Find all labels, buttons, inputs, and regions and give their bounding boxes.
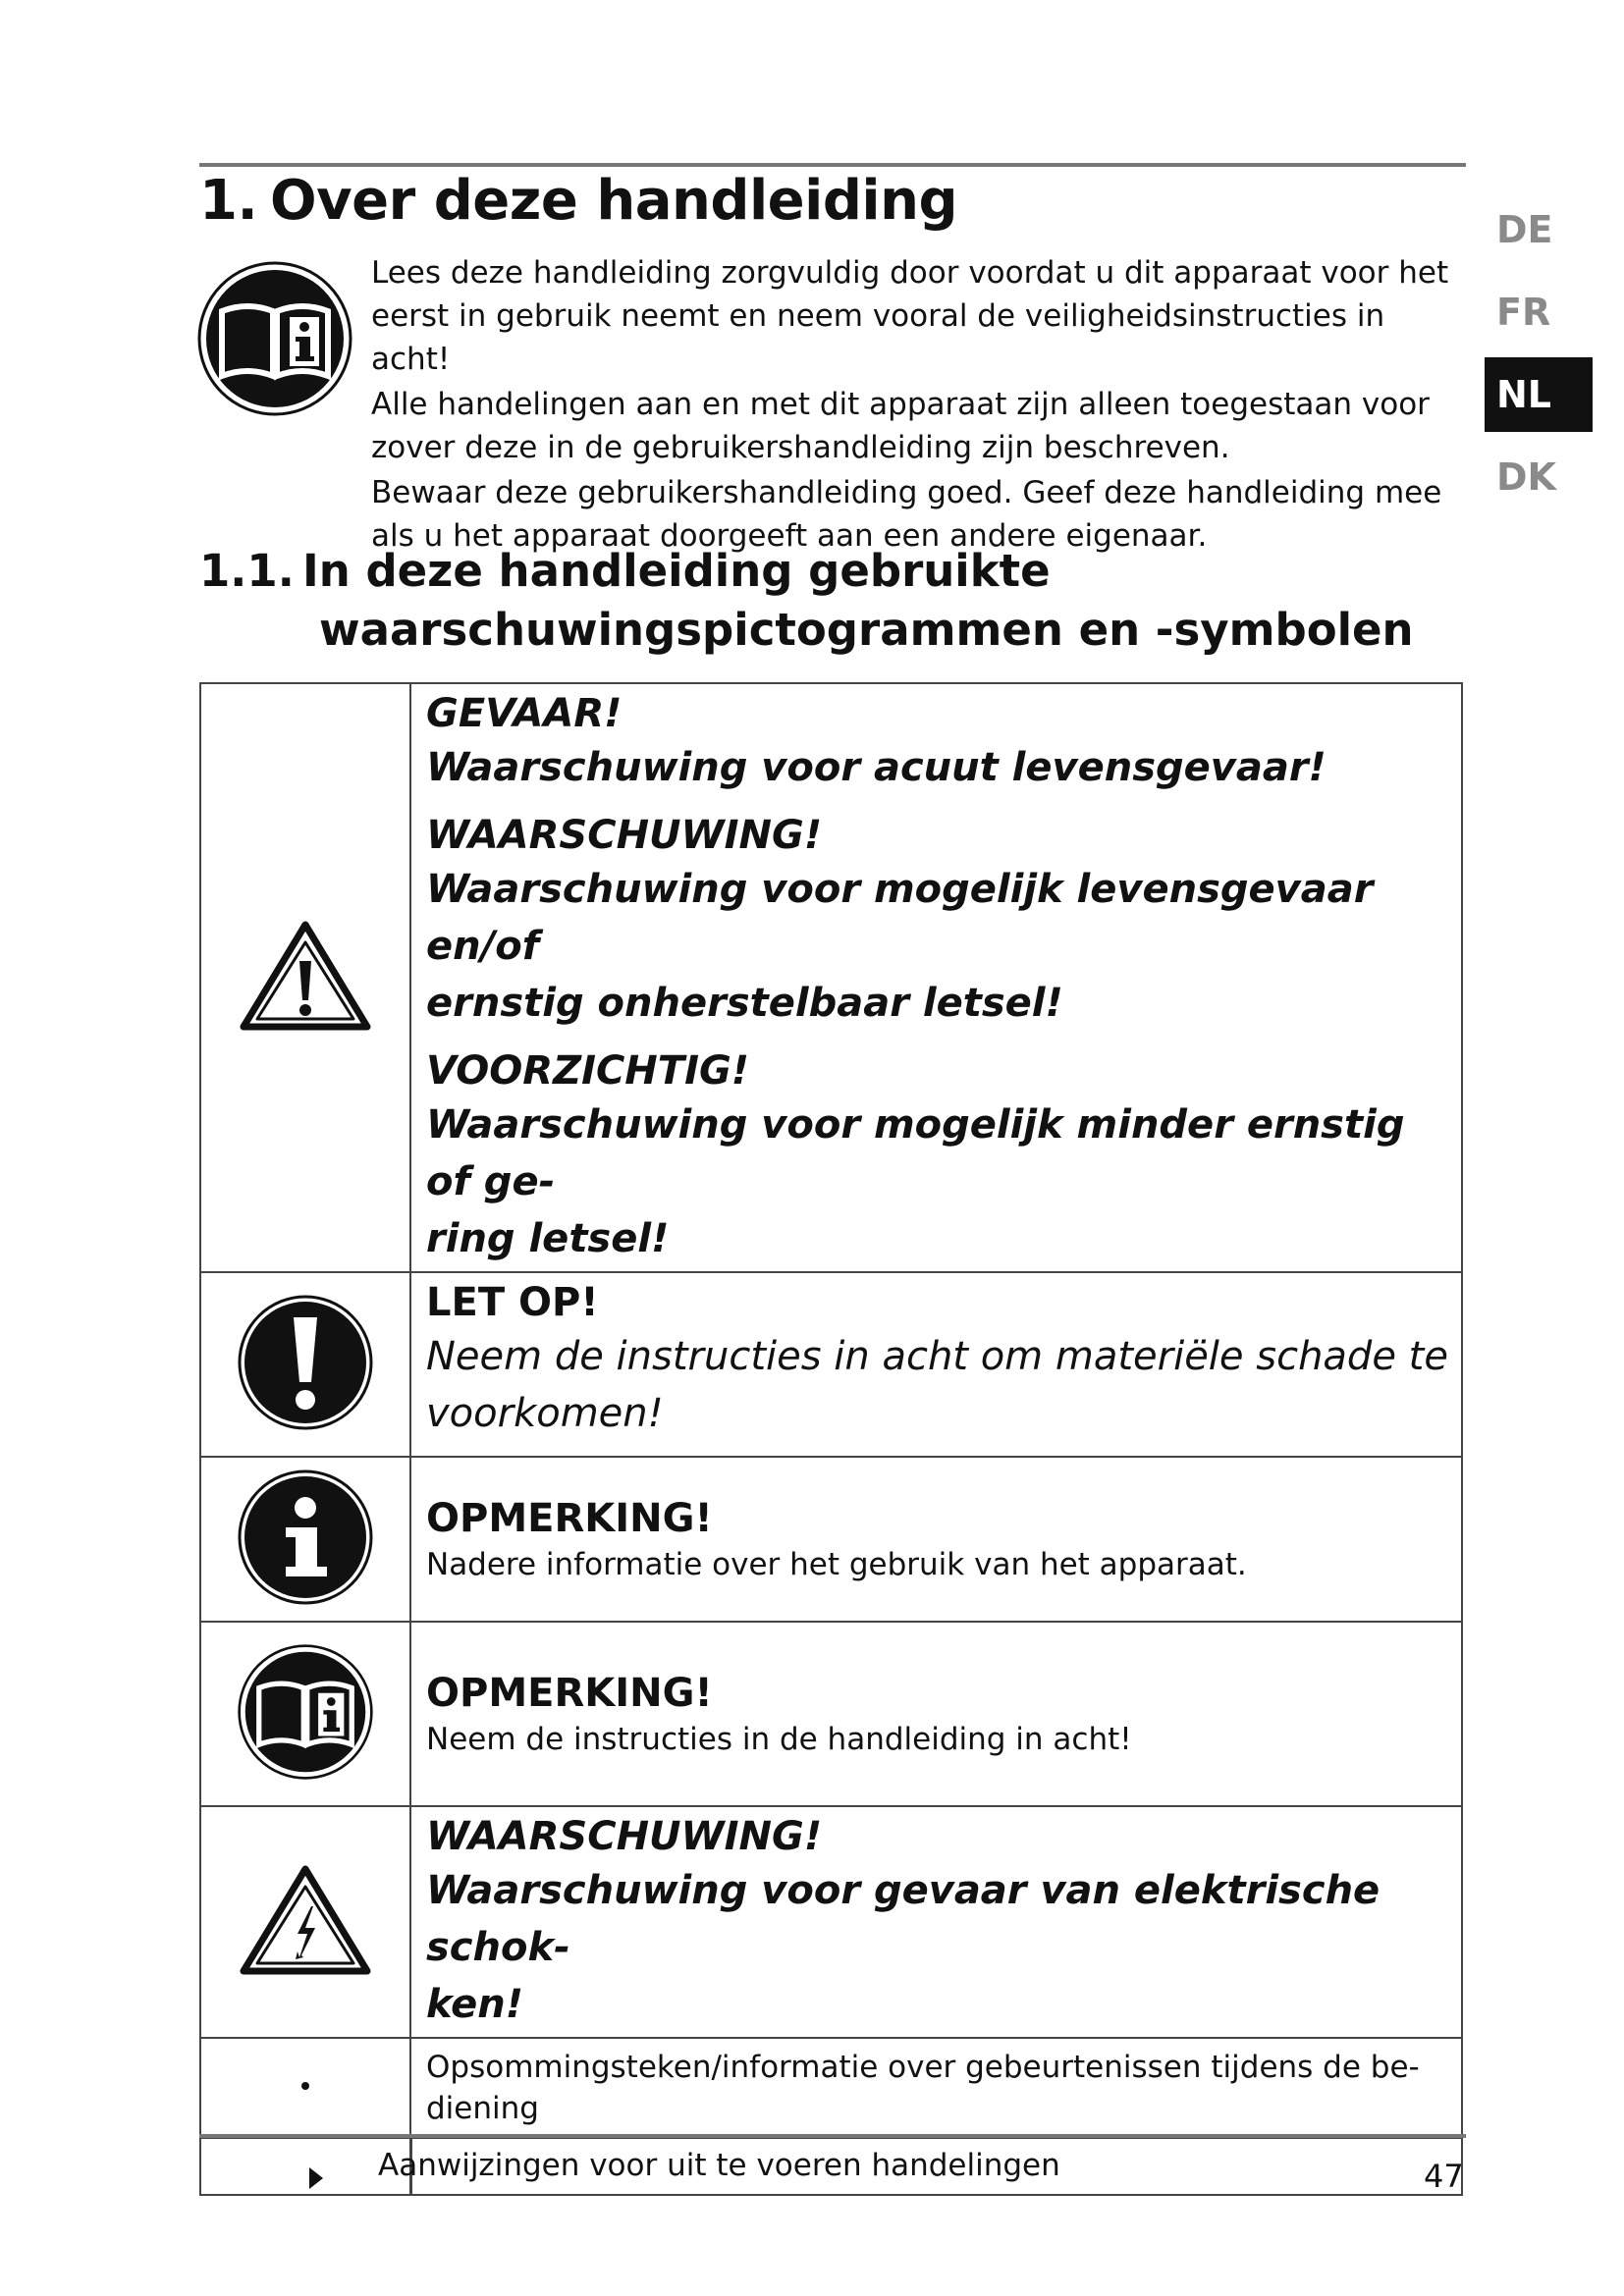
section-number: 1.	[199, 169, 258, 233]
notice-text: Neem de instructies in acht om materiële schade te	[426, 1334, 1448, 1379]
notice-text: voorkomen!	[426, 1391, 664, 1436]
caution-text: Waarschuwing voor mogelijk minder ernstig of ge-	[426, 1102, 1405, 1204]
remark-text: Nadere informatie over het gebruik van het apparaat.	[426, 1547, 1247, 1582]
table-row	[200, 1457, 1462, 1622]
table-row	[200, 1272, 1462, 1457]
triangle-arrow-icon	[307, 2154, 325, 2207]
language-tab-nl[interactable]: NL	[1485, 357, 1593, 432]
text-cell	[410, 1272, 1462, 1457]
info-circle-icon	[237, 1591, 374, 1610]
intro-paragraph: Lees deze handleiding zorgvuldig door voordat u dit apparaat voor het eerst in gebruik neemt en neem vooral de veiligheidsinstructies in acht!	[371, 255, 1449, 377]
notice-title: LET OP!	[426, 1280, 599, 1325]
text-cell	[410, 1457, 1462, 1622]
danger-title: GEVAAR!	[426, 691, 623, 736]
bullet-text: Opsommingsteken/informatie over gebeurtenissen tijdens de be-	[426, 2050, 1420, 2085]
shock-warning-text: ken!	[426, 1982, 524, 2027]
bullet-icon	[296, 2081, 315, 2100]
manual-info-icon	[196, 260, 353, 417]
section-title: Over deze handleiding	[270, 169, 958, 233]
text-cell	[410, 1622, 1462, 1806]
top-rule	[199, 163, 1466, 167]
icon-cell	[200, 1272, 410, 1457]
bottom-rule	[199, 2134, 1466, 2138]
subsection-number: 1.1.	[199, 545, 295, 597]
text-cell	[410, 683, 1462, 1272]
table-row	[200, 1806, 1462, 2038]
text-cell	[410, 2038, 1462, 2138]
shock-warning-text: Waarschuwing voor gevaar van elektrische schok-	[426, 1868, 1380, 1970]
remark-title: OPMERKING!	[426, 1671, 713, 1716]
remark-title: OPMERKING!	[426, 1496, 713, 1541]
intro-text	[371, 251, 1466, 560]
table-row	[200, 1622, 1462, 1806]
manual-info-icon	[237, 1766, 374, 1785]
warning-text: ernstig onherstelbaar letsel!	[426, 981, 1063, 1026]
exclamation-circle-icon	[237, 1416, 374, 1435]
subsection-title-line2: waarschuwingspictogrammen en -symbolen	[319, 604, 1414, 656]
icon-cell	[200, 2038, 410, 2138]
intro-paragraph: Bewaar deze gebruikershandleiding goed. Geef deze handleiding mee als u het apparaat doorgeeft aan een andere eigenaar.	[371, 475, 1442, 554]
symbols-table	[199, 682, 1463, 2196]
table-row	[200, 2138, 1462, 2195]
remark-text: Neem de instructies in de handleiding in acht!	[426, 1722, 1132, 1757]
subsection-title-line1: In deze handleiding gebruikte	[302, 545, 1051, 597]
language-tab-de[interactable]: DE	[1496, 208, 1553, 251]
instruction-cell	[200, 2138, 1462, 2195]
page-number: 47	[1424, 2158, 1464, 2195]
caution-title: VOORZICHTIG!	[426, 1048, 750, 1094]
warning-title: WAARSCHUWING!	[426, 813, 823, 858]
language-tabs	[1485, 192, 1593, 522]
intro-paragraph: Alle handelingen aan en met dit apparaat zijn alleen toegestaan voor zover deze in de gebruikershandleiding zijn beschreven.	[371, 387, 1430, 465]
electric-shock-triangle-icon	[237, 1964, 374, 1983]
page-title	[199, 169, 957, 233]
icon-cell	[200, 1457, 410, 1622]
table-row	[200, 2038, 1462, 2138]
danger-text: Waarschuwing voor acuut levensgevaar!	[426, 745, 1326, 790]
text-cell	[410, 1806, 1462, 2038]
warning-text: Waarschuwing voor mogelijk levensgevaar en/of	[426, 867, 1374, 969]
icon-cell	[200, 1806, 410, 2038]
caution-text: ring letsel!	[426, 1216, 670, 1261]
instruction-text: Aanwijzingen voor uit te voeren handelingen	[378, 2148, 1060, 2183]
warning-triangle-icon	[237, 1020, 374, 1039]
subsection-title	[199, 542, 1414, 660]
icon-cell	[200, 683, 410, 1272]
icon-cell	[200, 1622, 410, 1806]
bullet-text: diening	[426, 2091, 539, 2126]
table-row	[200, 683, 1462, 1272]
language-tab-dk[interactable]: DK	[1496, 455, 1556, 499]
shock-warning-title: WAARSCHUWING!	[426, 1814, 823, 1859]
language-tab-fr[interactable]: FR	[1496, 291, 1551, 334]
